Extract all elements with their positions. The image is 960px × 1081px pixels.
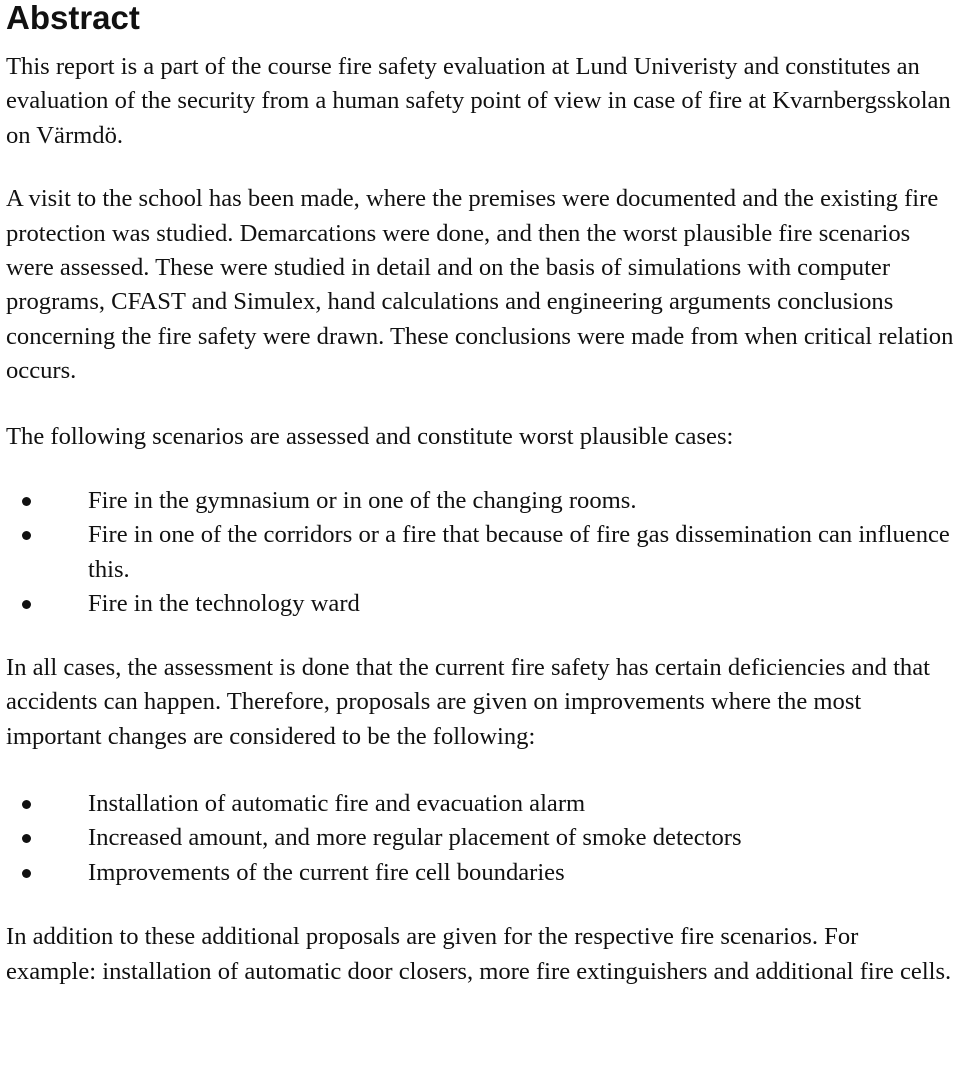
additional-paragraph: In addition to these additional proposals are given for the respective fire scenarios. For example: installation of automatic door closers, more fire extinguishers and additional fire cells. [6,923,952,985]
bullet-icon [22,800,31,809]
scenario-list [6,484,954,622]
bullet-icon [22,869,31,878]
list-item [6,787,954,821]
scenario-text: Fire in the gymnasium or in one of the changing rooms. [88,487,637,515]
list-item [6,821,954,855]
bullet-icon [22,497,31,506]
bullet-icon [22,531,31,540]
list-item [6,484,954,518]
list-item [6,518,954,587]
improvement-list [6,787,954,890]
visit-paragraph: A visit to the school has been made, where the premises were documented and the existing fire protection was studied. Demarcations were done, and then the worst plausible fire scenarios were assessed. These were studied in detail and on the basis of simulations with computer programs, CFAST and Simulex, hand calculations and engineering arguments conclusions concerning the fire safety were drawn. These conclusions were made from when critical relation occurs. [6,185,954,385]
bullet-icon [22,834,31,843]
scenarios-intro-paragraph: The following scenarios are assessed and constitute worst plausible cases: [6,422,734,450]
intro-paragraph: This report is a part of the course fire safety evaluation at Lund Univeristy and constitutes an evaluation of the security from a human safety point of view in case of fire at Kvarnbergsskolan on Värmdö. [6,53,951,149]
scenario-text: Fire in the technology ward [88,590,360,618]
bullet-icon [22,600,31,609]
scenario-text: Fire in one of the corridors or a fire that because of fire gas dissemination can influence this. [88,521,950,583]
document-page [6,0,954,989]
list-item [6,587,954,621]
assessment-paragraph: In all cases, the assessment is done that the current fire safety has certain deficiencies and that accidents can happen. Therefore, proposals are given on improvements where the most important changes are considered to be the following: [6,653,930,750]
improvement-text: Installation of automatic fire and evacuation alarm [88,789,586,817]
abstract-heading: Abstract [6,0,140,36]
improvement-text: Improvements of the current fire cell boundaries [88,858,565,886]
list-item [6,856,954,890]
improvement-text: Increased amount, and more regular placement of smoke detectors [88,824,742,852]
